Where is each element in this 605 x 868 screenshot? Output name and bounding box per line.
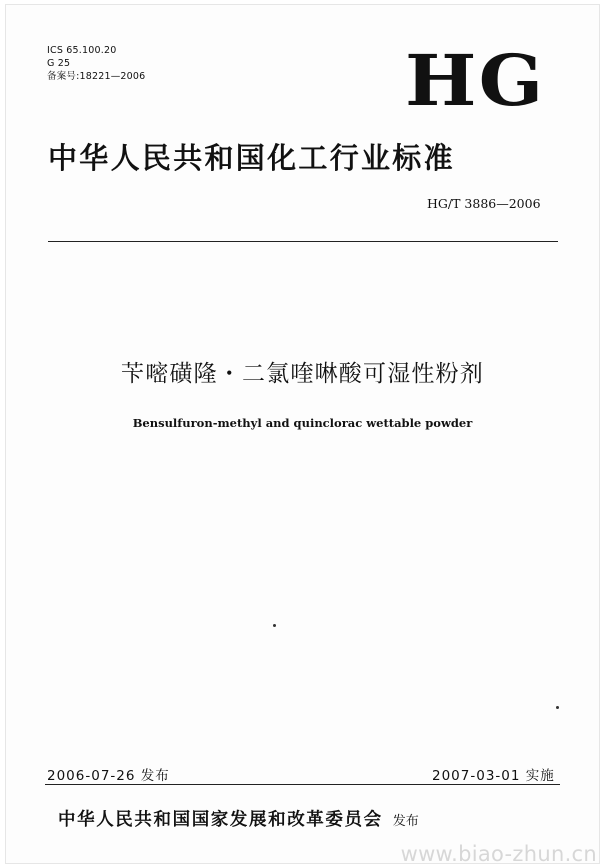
implementation-date: 2007-03-01 实施 xyxy=(432,768,555,784)
standard-number: HG/T 3886—2006 xyxy=(427,196,541,211)
classification-block xyxy=(47,44,145,83)
issuing-authority: 中华人民共和国国家发展和改革委员会 xyxy=(58,810,383,830)
ccs-code: G 25 xyxy=(47,58,71,69)
issue-date: 2006-07-26 发布 xyxy=(47,768,170,784)
scan-speck xyxy=(273,624,276,627)
header-divider xyxy=(48,241,558,242)
watermark: www.biao-zhun.cn xyxy=(400,842,597,866)
ics-code: ICS 65.100.20 xyxy=(47,45,117,56)
issuing-authority-row xyxy=(58,806,419,831)
title-english: Bensulfuron-methyl and quinclorac wettable powder xyxy=(132,416,473,430)
footer-divider xyxy=(45,784,560,785)
document-page xyxy=(5,4,600,864)
scan-speck xyxy=(556,706,559,709)
record-number: 备案号:18221—2006 xyxy=(47,71,146,82)
hg-logo: HG xyxy=(405,39,546,122)
standard-category-title: 中华人民共和国化工行业标准 xyxy=(48,141,455,175)
title-chinese: 苄嘧磺隆・二氯喹啉酸可湿性粉剂 xyxy=(121,361,484,387)
issued-label: 发布 xyxy=(392,814,419,829)
